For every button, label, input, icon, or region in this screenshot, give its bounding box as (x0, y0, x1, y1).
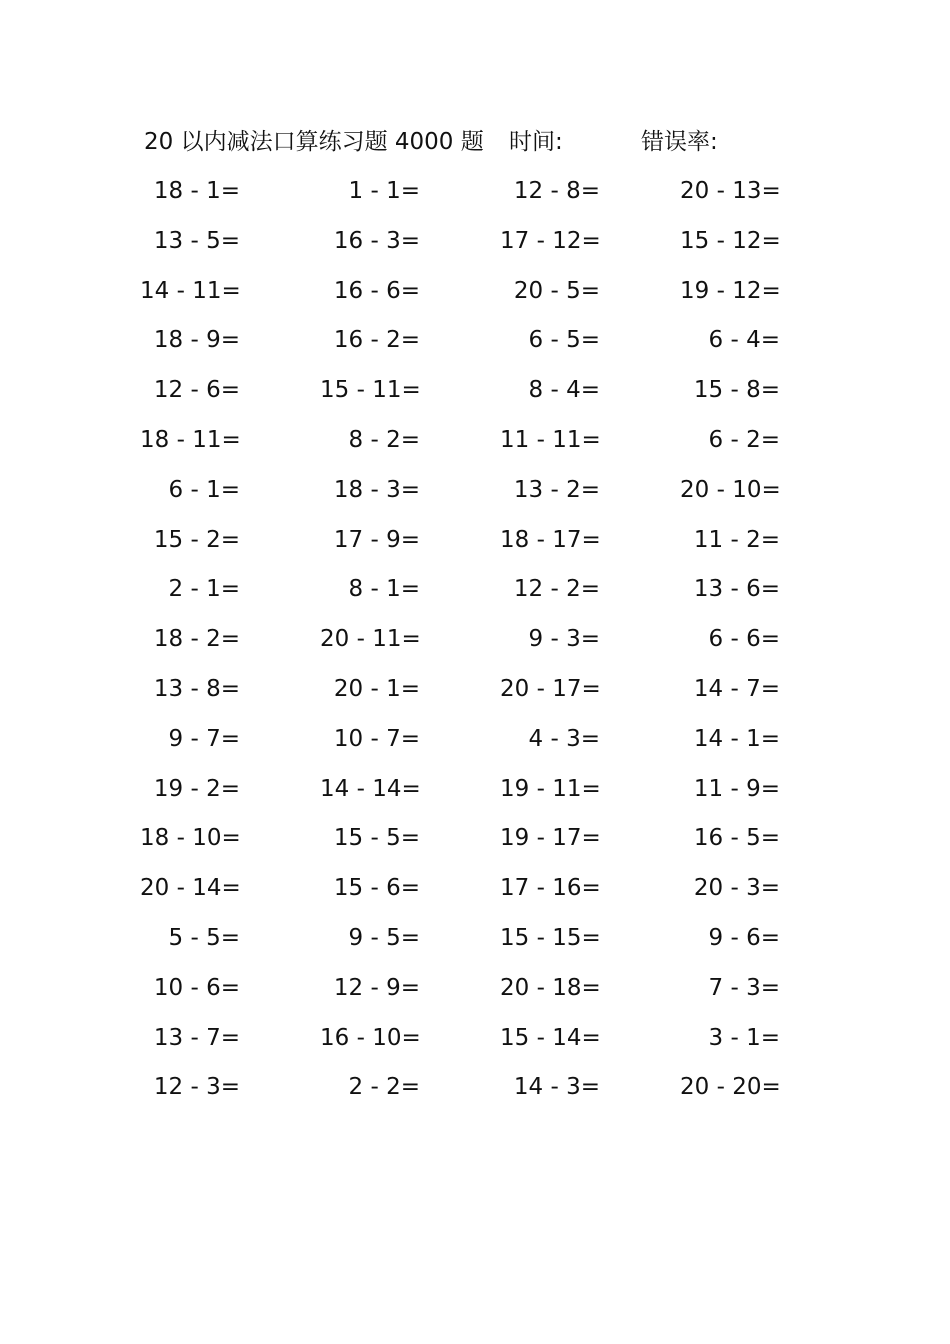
subtraction-problem: 9 - 5= (348, 924, 420, 951)
subtraction-problem: 20 - 13= (680, 178, 781, 204)
subtraction-problem: 20 - 11= (320, 626, 421, 653)
problem-row (0, 768, 950, 818)
subtraction-problem: 20 - 10= (680, 476, 781, 503)
subtraction-problem: 18 - 10= (140, 825, 241, 852)
subtraction-problem: 8 - 4= (528, 377, 600, 404)
subtraction-problem: 2 - 2= (348, 1074, 420, 1101)
subtraction-problem: 20 - 5= (513, 277, 600, 304)
problem-row (0, 817, 950, 867)
subtraction-problem: 8 - 2= (348, 426, 420, 453)
subtraction-problem: 13 - 7= (153, 1024, 240, 1051)
subtraction-problem: 18 - 3= (333, 476, 420, 503)
problem-row (0, 220, 950, 270)
problem-row (0, 718, 950, 768)
subtraction-problem: 6 - 1= (168, 476, 240, 503)
subtraction-problem: 15 - 6= (333, 875, 420, 902)
subtraction-problem: 8 - 1= (348, 576, 420, 603)
problem-row (0, 319, 950, 369)
subtraction-problem: 10 - 7= (333, 725, 420, 752)
problem-row (0, 568, 950, 618)
subtraction-problem: 15 - 2= (153, 526, 240, 553)
subtraction-problem: 13 - 5= (153, 227, 240, 254)
subtraction-problem: 9 - 7= (168, 725, 240, 752)
subtraction-problem: 11 - 2= (693, 526, 780, 553)
subtraction-problem: 17 - 9= (333, 526, 420, 553)
problem-row (0, 270, 950, 320)
time-label: 时间: (509, 129, 563, 155)
subtraction-problem: 14 - 3= (513, 1074, 600, 1101)
subtraction-problem: 20 - 20= (680, 1074, 781, 1101)
subtraction-problem: 14 - 1= (693, 725, 780, 752)
subtraction-problem: 12 - 8= (513, 178, 600, 204)
subtraction-problem: 15 - 12= (680, 227, 781, 254)
subtraction-problem: 11 - 11= (500, 426, 601, 453)
worksheet-title: 20 以内减法口算练习题 4000 题 (144, 129, 484, 155)
subtraction-problem: 14 - 7= (693, 675, 780, 702)
subtraction-problem: 1 - 1= (348, 178, 420, 204)
subtraction-problem: 13 - 6= (693, 576, 780, 603)
subtraction-problem: 12 - 9= (333, 974, 420, 1001)
problem-row (0, 519, 950, 569)
subtraction-problem: 6 - 6= (708, 626, 780, 653)
subtraction-problem: 2 - 1= (168, 576, 240, 603)
problem-row (0, 917, 950, 967)
subtraction-problem: 19 - 2= (153, 775, 240, 802)
subtraction-problem: 15 - 11= (320, 377, 421, 404)
problem-row (0, 967, 950, 1017)
subtraction-problem: 16 - 6= (333, 277, 420, 304)
subtraction-problem: 16 - 5= (693, 825, 780, 852)
subtraction-problem: 19 - 17= (500, 825, 601, 852)
problem-row (0, 170, 950, 220)
subtraction-problem: 7 - 3= (708, 974, 780, 1001)
subtraction-problem: 3 - 1= (708, 1024, 780, 1051)
subtraction-problem: 19 - 12= (680, 277, 781, 304)
worksheet-header (144, 124, 784, 160)
subtraction-problem: 13 - 2= (513, 476, 600, 503)
subtraction-problem: 9 - 3= (528, 626, 600, 653)
subtraction-problem: 20 - 18= (500, 974, 601, 1001)
subtraction-problem: 16 - 10= (320, 1024, 421, 1051)
subtraction-problem: 18 - 17= (500, 526, 601, 553)
subtraction-problem: 9 - 6= (708, 924, 780, 951)
subtraction-problem: 11 - 9= (693, 775, 780, 802)
subtraction-problem: 18 - 1= (153, 178, 240, 204)
problem-row (0, 668, 950, 718)
subtraction-problem: 20 - 1= (333, 675, 420, 702)
subtraction-problem: 12 - 2= (513, 576, 600, 603)
problem-row (0, 1066, 950, 1116)
subtraction-problem: 16 - 3= (333, 227, 420, 254)
subtraction-problem: 12 - 3= (153, 1074, 240, 1101)
subtraction-problem: 14 - 11= (140, 277, 241, 304)
subtraction-problem: 16 - 2= (333, 327, 420, 354)
subtraction-problem: 14 - 14= (320, 775, 421, 802)
subtraction-problem: 19 - 11= (500, 775, 601, 802)
subtraction-problem: 6 - 2= (708, 426, 780, 453)
subtraction-problem: 20 - 3= (693, 875, 780, 902)
subtraction-problem: 6 - 5= (528, 327, 600, 354)
problem-row (0, 867, 950, 917)
subtraction-problem: 18 - 9= (153, 327, 240, 354)
error-rate-label: 错误率: (641, 129, 718, 155)
subtraction-problem: 15 - 5= (333, 825, 420, 852)
subtraction-problem: 20 - 14= (140, 875, 241, 902)
subtraction-problem: 6 - 4= (708, 327, 780, 354)
subtraction-problem: 17 - 12= (500, 227, 601, 254)
problem-row (0, 469, 950, 519)
subtraction-problem: 15 - 14= (500, 1024, 601, 1051)
subtraction-problem: 13 - 8= (153, 675, 240, 702)
subtraction-problem: 18 - 11= (140, 426, 241, 453)
subtraction-problem: 4 - 3= (528, 725, 600, 752)
subtraction-problem: 20 - 17= (500, 675, 601, 702)
subtraction-problem: 10 - 6= (153, 974, 240, 1001)
problem-row (0, 419, 950, 469)
subtraction-problem: 5 - 5= (168, 924, 240, 951)
problem-grid (0, 170, 950, 1116)
problem-row (0, 618, 950, 668)
subtraction-problem: 12 - 6= (153, 377, 240, 404)
problem-row (0, 369, 950, 419)
subtraction-problem: 17 - 16= (500, 875, 601, 902)
subtraction-problem: 15 - 15= (500, 924, 601, 951)
subtraction-problem: 18 - 2= (153, 626, 240, 653)
subtraction-problem: 15 - 8= (693, 377, 780, 404)
problem-row (0, 1017, 950, 1067)
